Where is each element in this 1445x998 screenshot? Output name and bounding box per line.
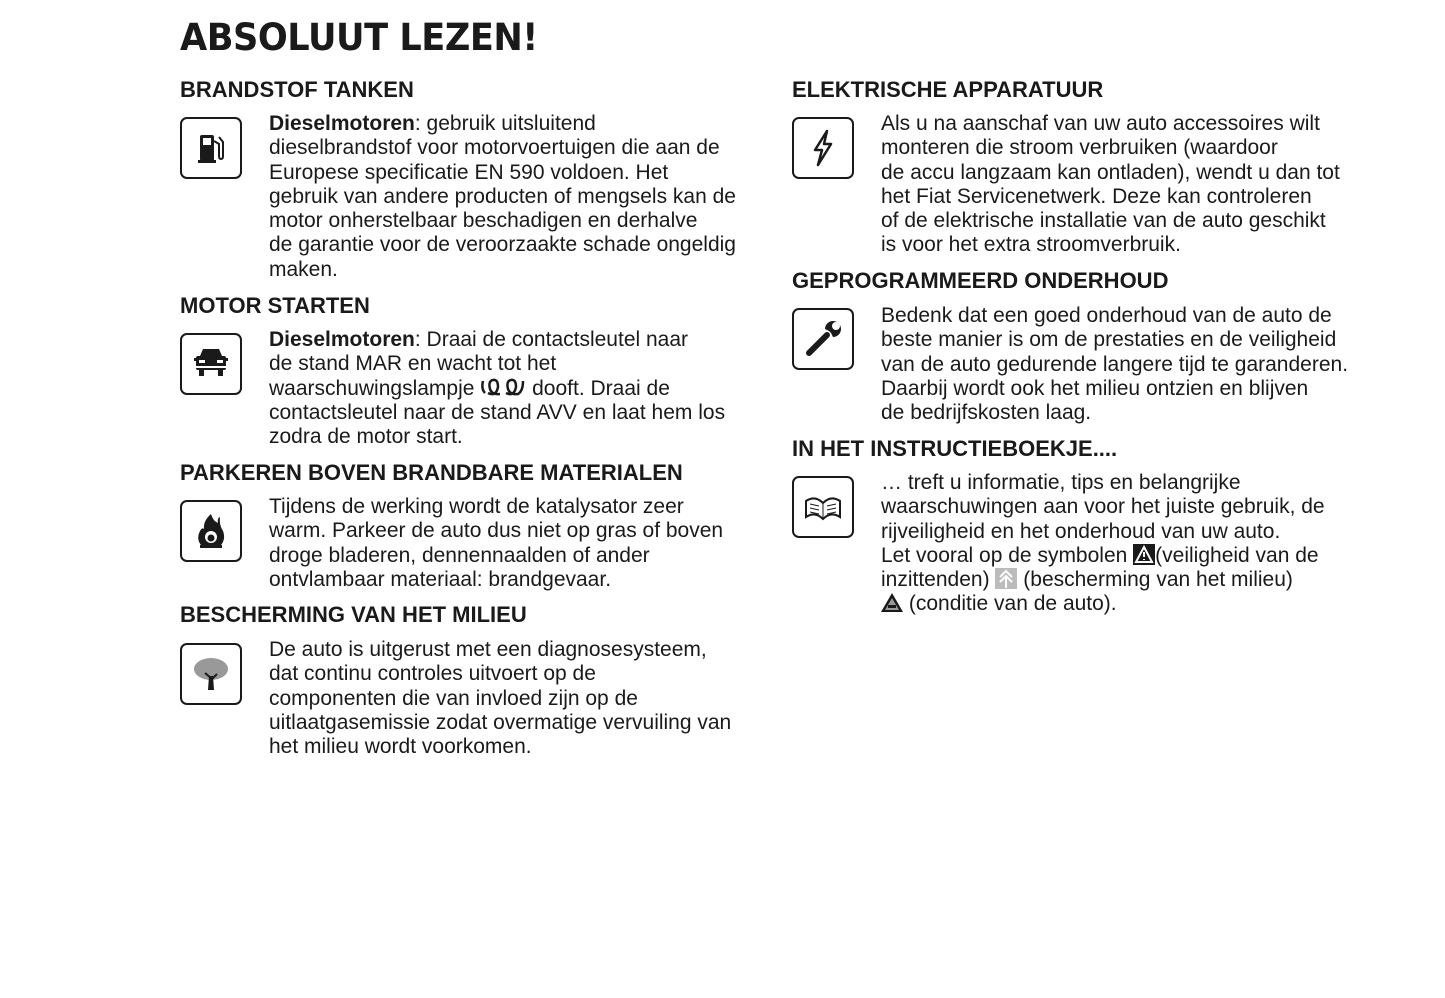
text-line: droge bladeren, dennennaalden of ander: [269, 543, 650, 567]
safety-warning-icon: [1133, 544, 1155, 565]
text-line: warm. Parkeer de auto dus niet op gras of boven: [269, 519, 724, 543]
park-text: [269, 495, 723, 592]
heading-start: MOTOR STARTEN: [180, 293, 370, 318]
environment-icon: [995, 568, 1017, 589]
heading-park: PARKEREN BOVEN BRANDBARE MATERIALEN: [180, 460, 683, 485]
text-line: inzittenden): [881, 568, 990, 592]
text-line: waarschuwingslampje: [269, 376, 475, 400]
text-line: de accu langzaam kan ontladen), wendt u dan tot: [881, 160, 1340, 184]
text-line: dieselbrandstof voor motorvoertuigen die aan de: [269, 136, 720, 160]
text-line: uitlaatgasemissie zodat overmatige vervuiling van: [269, 710, 732, 734]
text-line: de stand MAR en wacht tot het: [269, 352, 557, 376]
heading-book: IN HET INSTRUCTIEBOEKJE....: [792, 436, 1118, 461]
text-line: dooft. Draai de: [532, 376, 670, 400]
text-line: Daarbij wordt ook het milieu ontzien en blijven: [881, 376, 1309, 400]
text-line: waarschuwingen aan voor het juiste gebruik, de: [881, 495, 1325, 519]
text-line: Bedenk dat een goed onderhoud van de auto de: [881, 304, 1332, 327]
text-line: Als u na aanschaf van uw auto accessoires wilt: [881, 112, 1320, 135]
text-line: de garantie voor de veroorzaakte schade ongeldig: [269, 233, 736, 257]
text-line: van de auto gedurende langere tijd te garanderen.: [881, 352, 1349, 376]
bold-term: Dieselmotoren: [269, 328, 415, 351]
text-line: : Draai de contactsleutel naar: [414, 328, 689, 351]
elec-text: [881, 112, 1340, 258]
tree-icon: [180, 643, 242, 705]
text-line: (veiligheid van de: [1155, 543, 1319, 567]
text-line: dat continu controles uitvoert op de: [269, 662, 596, 686]
text-line: : gebruik uitsluitend: [414, 112, 596, 135]
page-title: ABSOLUUT LEZEN!: [180, 16, 538, 59]
env-text: [269, 638, 731, 759]
wrench-icon: [792, 308, 854, 370]
text-line: de bedrijfskosten laag.: [881, 401, 1092, 425]
fuel-text: [269, 112, 736, 282]
heading-env: BESCHERMING VAN HET MILIEU: [180, 602, 527, 627]
flame-icon: [180, 500, 242, 562]
text-line: componenten die van invloed zijn op de: [269, 686, 638, 710]
text-line: (bescherming van het milieu): [1023, 568, 1293, 592]
glow-plug-icon: [480, 377, 526, 398]
heading-maint: GEPROGRAMMEERD ONDERHOUD: [792, 268, 1169, 293]
text-line: De auto is uitgerust met een diagnosesysteem,: [269, 638, 707, 661]
open-book-icon: [792, 476, 854, 538]
heading-fuel: BRANDSTOF TANKEN: [180, 77, 414, 102]
text-line: monteren die stroom verbruiken (waardoor: [881, 136, 1278, 160]
heading-elec: ELEKTRISCHE APPARATUUR: [792, 77, 1104, 102]
text-line: maken.: [269, 257, 338, 281]
text-line: Let vooral op de symbolen: [881, 543, 1128, 567]
book-text: [881, 471, 1325, 617]
text-line: het Fiat Servicenetwerk. Deze kan controleren: [881, 184, 1312, 208]
text-line: (conditie van de auto).: [908, 592, 1117, 616]
text-line: of de elektrische installatie van de auto geschikt: [881, 209, 1326, 233]
text-line: ontvlambaar materiaal: brandgevaar.: [269, 567, 612, 591]
maint-text: [881, 304, 1348, 425]
text-line: Europese specificatie EN 590 voldoen. Het: [269, 160, 669, 184]
text-line: … treft u informatie, tips en belangrijke: [881, 471, 1241, 494]
fuel-pump-icon: [180, 117, 242, 179]
text-line: rijveiligheid en het onderhoud van uw auto.: [881, 519, 1281, 543]
text-line: is voor het extra stroomverbruik.: [881, 233, 1181, 257]
text-line: motor onherstelbaar beschadigen en derhalve: [269, 209, 698, 233]
car-front-icon: [180, 333, 242, 395]
lightning-icon: [792, 117, 854, 179]
text-line: Tijdens de werking wordt de katalysator zeer: [269, 495, 684, 518]
text-line: gebruik van andere producten of mengsels kan de: [269, 184, 736, 208]
bold-term: Dieselmotoren: [269, 112, 415, 135]
start-text: [269, 328, 725, 449]
text-line: contactsleutel naar de stand AVV en laat hem los: [269, 400, 726, 424]
text-line: zodra de motor start.: [269, 425, 463, 449]
text-line: beste manier is om de prestaties en de veiligheid: [881, 328, 1337, 352]
text-line: het milieu wordt voorkomen.: [269, 735, 532, 759]
car-condition-icon: [881, 592, 903, 613]
